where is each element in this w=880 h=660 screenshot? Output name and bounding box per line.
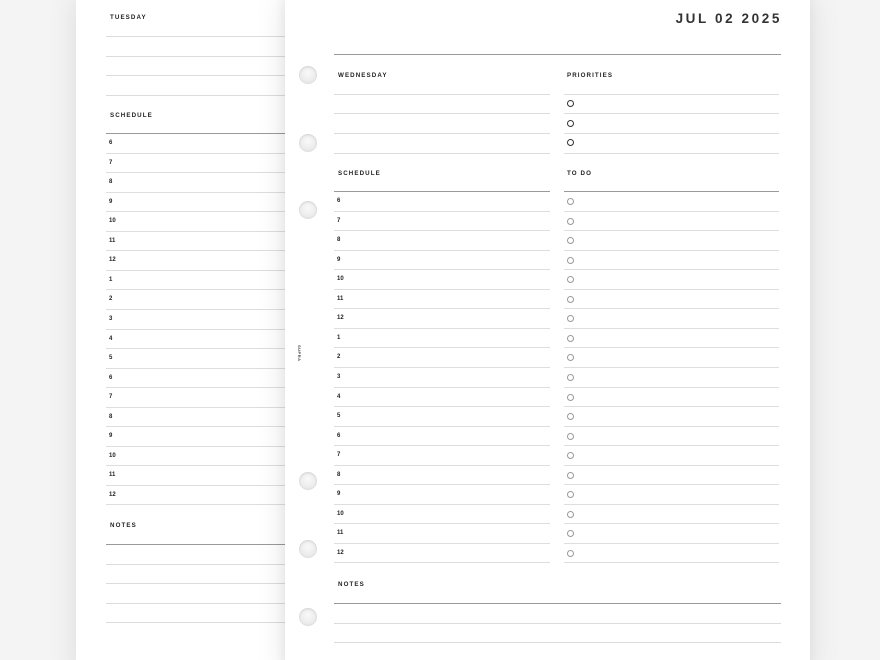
todo-checkbox[interactable] bbox=[567, 491, 574, 498]
schedule-row[interactable] bbox=[106, 447, 312, 467]
hour-label: 11 bbox=[337, 530, 344, 537]
todo-row[interactable] bbox=[564, 212, 779, 232]
schedule-row[interactable] bbox=[106, 408, 312, 428]
priorities-rule bbox=[564, 153, 779, 154]
todo-row[interactable] bbox=[564, 270, 779, 290]
schedule-row[interactable] bbox=[106, 486, 312, 506]
priority-checkbox[interactable] bbox=[567, 100, 574, 107]
hour-label: 7 bbox=[109, 394, 113, 401]
hour-label: 10 bbox=[337, 276, 344, 283]
hour-label: 9 bbox=[337, 491, 341, 498]
todo-checkbox[interactable] bbox=[567, 433, 574, 440]
day-rule bbox=[334, 133, 550, 134]
front-planner-page bbox=[285, 0, 810, 660]
binder-hole bbox=[299, 201, 317, 219]
hour-label: 9 bbox=[109, 433, 113, 440]
schedule-row[interactable] bbox=[106, 349, 312, 369]
todo-row[interactable] bbox=[564, 524, 779, 544]
todo-row[interactable] bbox=[564, 192, 779, 212]
schedule-row[interactable] bbox=[334, 524, 550, 544]
todo-row[interactable] bbox=[564, 485, 779, 505]
todo-row[interactable] bbox=[564, 348, 779, 368]
schedule-row[interactable] bbox=[106, 193, 312, 213]
hour-label: 3 bbox=[337, 373, 341, 380]
priority-checkbox[interactable] bbox=[567, 139, 574, 146]
todo-checkbox[interactable] bbox=[567, 257, 574, 264]
day-rule bbox=[334, 153, 550, 154]
todo-checkbox[interactable] bbox=[567, 237, 574, 244]
todo-checkbox[interactable] bbox=[567, 511, 574, 518]
back-notes-line[interactable] bbox=[106, 564, 312, 565]
back-schedule-label: SCHEDULE bbox=[110, 112, 153, 119]
schedule-row[interactable] bbox=[334, 348, 550, 368]
hour-label: 6 bbox=[337, 432, 341, 439]
todo-checkbox[interactable] bbox=[567, 452, 574, 459]
hour-label: 9 bbox=[109, 198, 113, 205]
schedule-row[interactable] bbox=[106, 388, 312, 408]
schedule-row[interactable] bbox=[334, 446, 550, 466]
hour-label: 12 bbox=[337, 549, 344, 556]
todo-row[interactable] bbox=[564, 466, 779, 486]
todo-row[interactable] bbox=[564, 407, 779, 427]
schedule-row[interactable] bbox=[106, 290, 312, 310]
hour-label: 7 bbox=[337, 452, 341, 459]
schedule-row[interactable] bbox=[106, 173, 312, 193]
hour-label: 8 bbox=[109, 413, 113, 420]
hour-label: 12 bbox=[109, 491, 116, 498]
schedule-row[interactable] bbox=[334, 505, 550, 525]
todo-row[interactable] bbox=[564, 251, 779, 271]
hour-label: 11 bbox=[109, 237, 116, 244]
brand-mark: SUPRA bbox=[297, 345, 302, 362]
todo-checkbox[interactable] bbox=[567, 335, 574, 342]
hour-label: 11 bbox=[109, 472, 116, 479]
hour-label: 1 bbox=[109, 276, 113, 283]
schedule-row[interactable] bbox=[334, 212, 550, 232]
todo-label: TO DO bbox=[567, 170, 592, 177]
hour-label: 2 bbox=[109, 296, 113, 303]
binder-hole bbox=[299, 540, 317, 558]
hour-label: 1 bbox=[337, 334, 341, 341]
schedule-row[interactable] bbox=[334, 427, 550, 447]
todo-checkbox[interactable] bbox=[567, 394, 574, 401]
hour-label: 10 bbox=[337, 510, 344, 517]
notes-line[interactable] bbox=[334, 623, 781, 624]
priorities-label: PRIORITIES bbox=[567, 72, 614, 79]
hour-label: 6 bbox=[337, 198, 341, 204]
todo-row[interactable] bbox=[564, 290, 779, 310]
back-day-rule bbox=[106, 36, 312, 37]
hour-label: 11 bbox=[337, 295, 344, 302]
hour-label: 5 bbox=[109, 355, 113, 362]
todo-checkbox[interactable] bbox=[567, 413, 574, 420]
back-planner-page bbox=[76, 0, 312, 660]
hour-label: 8 bbox=[109, 179, 113, 186]
schedule-row[interactable] bbox=[334, 231, 550, 251]
hour-label: 10 bbox=[109, 218, 116, 225]
priority-checkbox[interactable] bbox=[567, 120, 574, 127]
schedule-row[interactable] bbox=[106, 427, 312, 447]
schedule-row[interactable] bbox=[106, 310, 312, 330]
hour-label: 12 bbox=[109, 257, 116, 264]
back-day-rule bbox=[106, 56, 312, 57]
schedule-row[interactable] bbox=[334, 251, 550, 271]
hour-label: 5 bbox=[337, 413, 341, 420]
schedule-row[interactable] bbox=[334, 290, 550, 310]
schedule-row[interactable] bbox=[334, 544, 550, 564]
back-notes-label: NOTES bbox=[110, 522, 137, 529]
back-day-rule bbox=[106, 95, 312, 96]
hour-label: 4 bbox=[109, 335, 113, 342]
binder-hole bbox=[299, 66, 317, 84]
todo-row[interactable] bbox=[564, 544, 779, 564]
priorities-rule bbox=[564, 94, 779, 95]
back-day-rule bbox=[106, 75, 312, 76]
back-notes-rule bbox=[106, 544, 312, 545]
todo-row[interactable] bbox=[564, 427, 779, 447]
day-rule bbox=[334, 94, 550, 95]
todo-row[interactable] bbox=[564, 368, 779, 388]
day-label: WEDNESDAY bbox=[338, 72, 388, 79]
schedule-row[interactable] bbox=[106, 154, 312, 174]
binder-hole bbox=[299, 472, 317, 490]
hour-label: 7 bbox=[109, 159, 113, 166]
binder-hole bbox=[299, 134, 317, 152]
hour-label: 3 bbox=[109, 315, 113, 322]
date-rule bbox=[334, 54, 781, 55]
schedule-row[interactable] bbox=[334, 407, 550, 427]
todo-row[interactable] bbox=[564, 231, 779, 251]
schedule-row[interactable] bbox=[334, 388, 550, 408]
hour-label: 2 bbox=[337, 354, 341, 361]
schedule-row[interactable] bbox=[334, 368, 550, 388]
todo-checkbox[interactable] bbox=[567, 198, 574, 205]
schedule-row[interactable] bbox=[334, 192, 550, 212]
todo-checkbox[interactable] bbox=[567, 550, 574, 557]
todo-row[interactable] bbox=[564, 309, 779, 329]
schedule-row[interactable] bbox=[106, 251, 312, 271]
hour-label: 12 bbox=[337, 315, 344, 322]
todo-checkbox[interactable] bbox=[567, 276, 574, 283]
todo-checkbox[interactable] bbox=[567, 218, 574, 225]
schedule-row[interactable] bbox=[334, 329, 550, 349]
day-rule bbox=[334, 113, 550, 114]
back-day-label: TUESDAY bbox=[110, 14, 147, 21]
back-notes-line[interactable] bbox=[106, 603, 312, 604]
notes-line[interactable] bbox=[334, 642, 781, 643]
hour-label: 8 bbox=[337, 471, 341, 478]
hour-label: 4 bbox=[337, 393, 341, 400]
schedule-row[interactable] bbox=[106, 466, 312, 486]
todo-row[interactable] bbox=[564, 388, 779, 408]
schedule-row[interactable] bbox=[334, 485, 550, 505]
priorities-rule bbox=[564, 133, 779, 134]
hour-label: 10 bbox=[109, 452, 116, 459]
todo-checkbox[interactable] bbox=[567, 354, 574, 361]
schedule-row[interactable] bbox=[334, 270, 550, 290]
schedule-row[interactable] bbox=[334, 466, 550, 486]
hour-label: 9 bbox=[337, 256, 341, 263]
hour-label: 6 bbox=[109, 140, 113, 146]
todo-row[interactable] bbox=[564, 505, 779, 525]
schedule-row[interactable] bbox=[106, 212, 312, 232]
back-notes-line[interactable] bbox=[106, 622, 312, 623]
todo-checkbox[interactable] bbox=[567, 530, 574, 537]
schedule-row[interactable] bbox=[106, 134, 312, 154]
schedule-row[interactable] bbox=[106, 232, 312, 252]
todo-checkbox[interactable] bbox=[567, 296, 574, 303]
schedule-row[interactable] bbox=[334, 309, 550, 329]
schedule-row[interactable] bbox=[106, 271, 312, 291]
hour-label: 7 bbox=[337, 217, 341, 224]
notes-rule bbox=[334, 603, 781, 604]
back-notes-line[interactable] bbox=[106, 583, 312, 584]
priorities-rule bbox=[564, 113, 779, 114]
todo-row[interactable] bbox=[564, 329, 779, 349]
todo-checkbox[interactable] bbox=[567, 374, 574, 381]
todo-checkbox[interactable] bbox=[567, 472, 574, 479]
schedule-label: SCHEDULE bbox=[338, 170, 381, 177]
hour-label: 6 bbox=[109, 374, 113, 381]
page-date: JUL 02 2025 bbox=[675, 11, 782, 26]
todo-row[interactable] bbox=[564, 446, 779, 466]
schedule-row[interactable] bbox=[106, 330, 312, 350]
binder-hole bbox=[299, 608, 317, 626]
notes-label: NOTES bbox=[338, 581, 365, 588]
schedule-row[interactable] bbox=[106, 369, 312, 389]
todo-checkbox[interactable] bbox=[567, 315, 574, 322]
hour-label: 8 bbox=[337, 237, 341, 244]
